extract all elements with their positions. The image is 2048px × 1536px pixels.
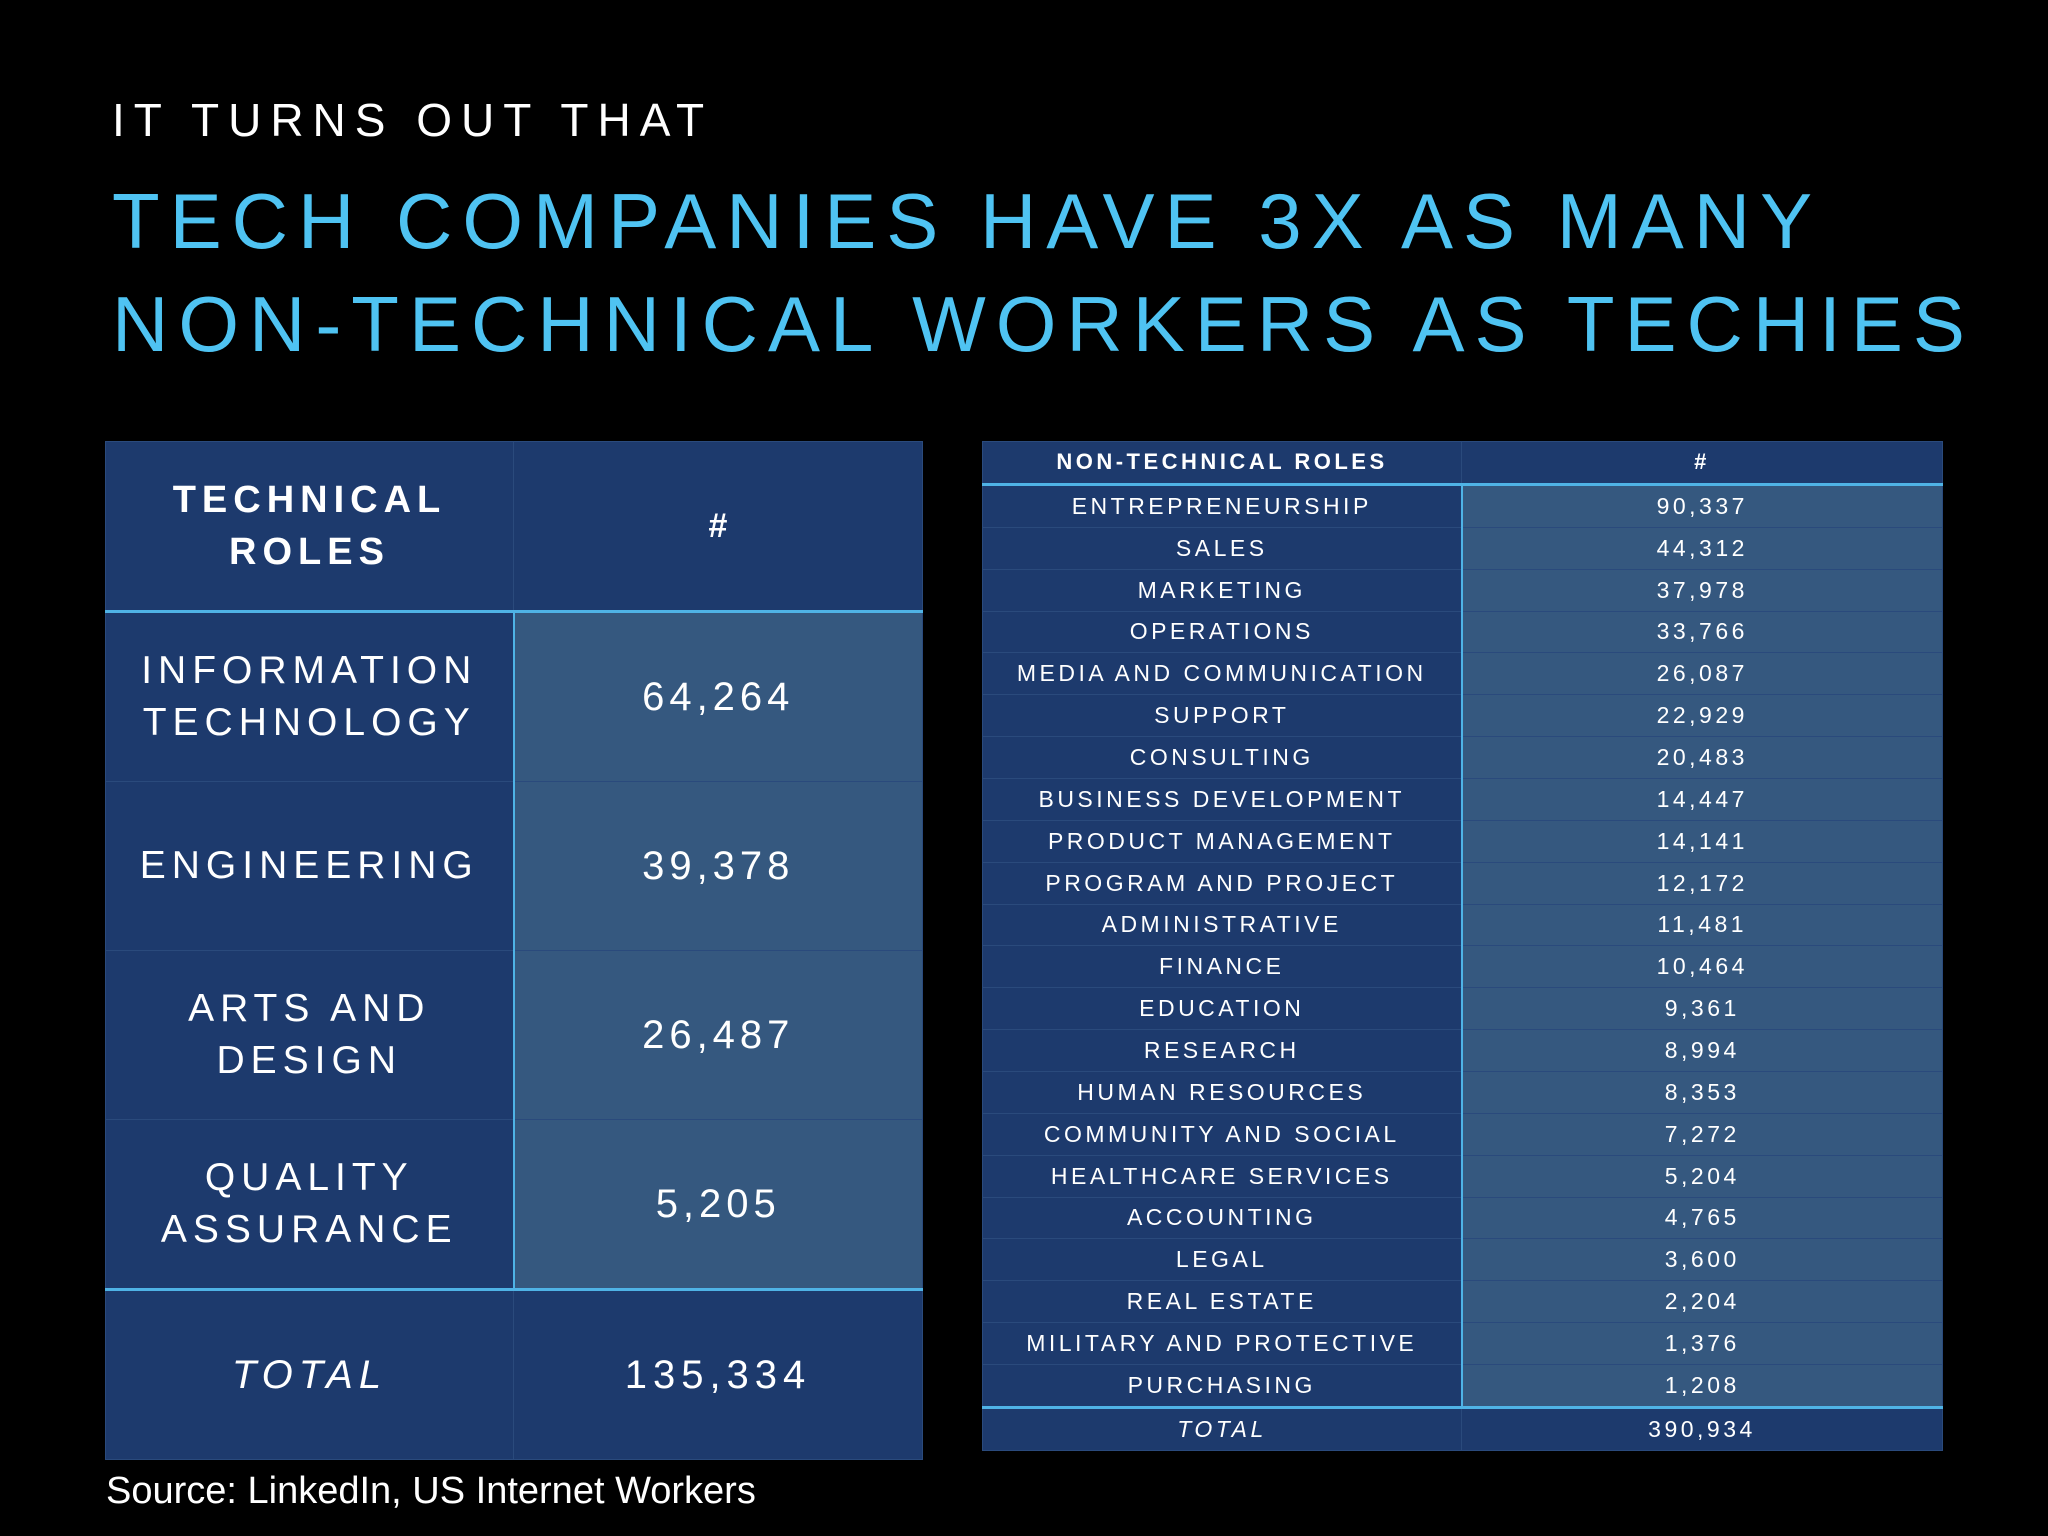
total-count: 135,334 [514, 1290, 923, 1460]
count-cell: 64,264 [514, 612, 923, 782]
role-cell: CONSULTING [983, 737, 1462, 779]
table-row [106, 612, 923, 782]
count-cell: 10,464 [1462, 946, 1943, 988]
role-cell: EDUCATION [983, 988, 1462, 1030]
role-cell: PROGRAM AND PROJECT [983, 862, 1462, 904]
count-cell: 1,376 [1462, 1323, 1943, 1365]
table-row [983, 1323, 1943, 1365]
table-row [106, 1120, 923, 1290]
role-line-1: INFORMATION [141, 649, 478, 692]
table-row [983, 862, 1943, 904]
table-row [983, 1030, 1943, 1072]
count-cell: 5,205 [514, 1120, 923, 1290]
count-cell: 26,087 [1462, 653, 1943, 695]
header-role-line-1: TECHNICAL [172, 479, 447, 521]
table-row [983, 1155, 1943, 1197]
role-line-1: ARTS AND [188, 987, 431, 1030]
headline-line-1: TECH COMPANIES HAVE 3X AS MANY [112, 177, 1823, 265]
table-row [983, 569, 1943, 611]
count-cell: 44,312 [1462, 527, 1943, 569]
role-cell: HUMAN RESOURCES [983, 1071, 1462, 1113]
role-line-2: DESIGN [216, 1039, 403, 1082]
role-cell [106, 951, 514, 1120]
header-technical-roles [106, 442, 514, 612]
role-cell [106, 612, 514, 782]
total-row [983, 1407, 1943, 1450]
table-row [106, 951, 923, 1120]
count-cell: 2,204 [1462, 1281, 1943, 1323]
count-cell: 11,481 [1462, 904, 1943, 946]
source-note: Source: LinkedIn, US Internet Workers [106, 1470, 756, 1512]
role-cell: MILITARY AND PROTECTIVE [983, 1323, 1462, 1365]
count-cell: 14,447 [1462, 778, 1943, 820]
table-row [983, 611, 1943, 653]
header-role-line-2: ROLES [229, 531, 390, 573]
count-cell: 1,208 [1462, 1364, 1943, 1407]
headline-line-2: NON-TECHNICAL WORKERS AS TECHIES [112, 280, 1975, 368]
role-cell: COMMUNITY AND SOCIAL [983, 1113, 1462, 1155]
role-cell: HEALTHCARE SERVICES [983, 1155, 1462, 1197]
role-cell: BUSINESS DEVELOPMENT [983, 778, 1462, 820]
table-row [983, 904, 1943, 946]
count-cell: 12,172 [1462, 862, 1943, 904]
total-count: 390,934 [1462, 1407, 1943, 1450]
role-cell: OPERATIONS [983, 611, 1462, 653]
table-row [983, 695, 1943, 737]
table-row [983, 1364, 1943, 1407]
table-header-row [106, 442, 923, 612]
table-row [983, 1071, 1943, 1113]
table-row [983, 737, 1943, 779]
count-cell: 8,994 [1462, 1030, 1943, 1072]
table-row [983, 820, 1943, 862]
total-row [106, 1290, 923, 1460]
table-row [983, 1281, 1943, 1323]
table-row [983, 527, 1943, 569]
count-cell: 37,978 [1462, 569, 1943, 611]
total-label: TOTAL [983, 1407, 1462, 1450]
role-line-1: ENGINEERING [139, 844, 479, 887]
role-line-1: QUALITY [204, 1156, 414, 1199]
table-row [983, 653, 1943, 695]
count-cell: 14,141 [1462, 820, 1943, 862]
count-cell: 7,272 [1462, 1113, 1943, 1155]
header-non-technical-roles: NON-TECHNICAL ROLES [983, 442, 1462, 485]
table-row [983, 988, 1943, 1030]
role-cell: LEGAL [983, 1239, 1462, 1281]
role-cell: ENTREPRENEURSHIP [983, 484, 1462, 527]
technical-roles-table [105, 441, 923, 1460]
role-cell: ACCOUNTING [983, 1197, 1462, 1239]
table-row [983, 1113, 1943, 1155]
role-line-2: ASSURANCE [160, 1208, 458, 1251]
role-cell: RESEARCH [983, 1030, 1462, 1072]
role-cell: FINANCE [983, 946, 1462, 988]
role-cell: REAL ESTATE [983, 1281, 1462, 1323]
header-count: # [1462, 442, 1943, 485]
count-cell: 8,353 [1462, 1071, 1943, 1113]
table-row [983, 778, 1943, 820]
count-cell: 5,204 [1462, 1155, 1943, 1197]
table-row [106, 782, 923, 951]
role-cell: SUPPORT [983, 695, 1462, 737]
total-label: TOTAL [106, 1290, 514, 1460]
table-row [983, 1239, 1943, 1281]
count-cell: 26,487 [514, 951, 923, 1120]
count-cell: 20,483 [1462, 737, 1943, 779]
count-cell: 33,766 [1462, 611, 1943, 653]
count-cell: 90,337 [1462, 484, 1943, 527]
role-cell: MARKETING [983, 569, 1462, 611]
role-cell [106, 1120, 514, 1290]
role-cell: SALES [983, 527, 1462, 569]
role-cell: PURCHASING [983, 1364, 1462, 1407]
role-cell [106, 782, 514, 951]
header-count: # [514, 442, 923, 612]
table-row [983, 484, 1943, 527]
count-cell: 4,765 [1462, 1197, 1943, 1239]
non-technical-roles-table [982, 441, 1943, 1451]
count-cell: 39,378 [514, 782, 923, 951]
role-line-2: TECHNOLOGY [142, 701, 476, 744]
count-cell: 9,361 [1462, 988, 1943, 1030]
count-cell: 22,929 [1462, 695, 1943, 737]
kicker-text: IT TURNS OUT THAT [112, 94, 714, 146]
role-cell: PRODUCT MANAGEMENT [983, 820, 1462, 862]
table-row [983, 946, 1943, 988]
role-cell: ADMINISTRATIVE [983, 904, 1462, 946]
role-cell: MEDIA AND COMMUNICATION [983, 653, 1462, 695]
count-cell: 3,600 [1462, 1239, 1943, 1281]
table-row [983, 1197, 1943, 1239]
headline [112, 170, 1975, 376]
table-header-row [983, 442, 1943, 485]
